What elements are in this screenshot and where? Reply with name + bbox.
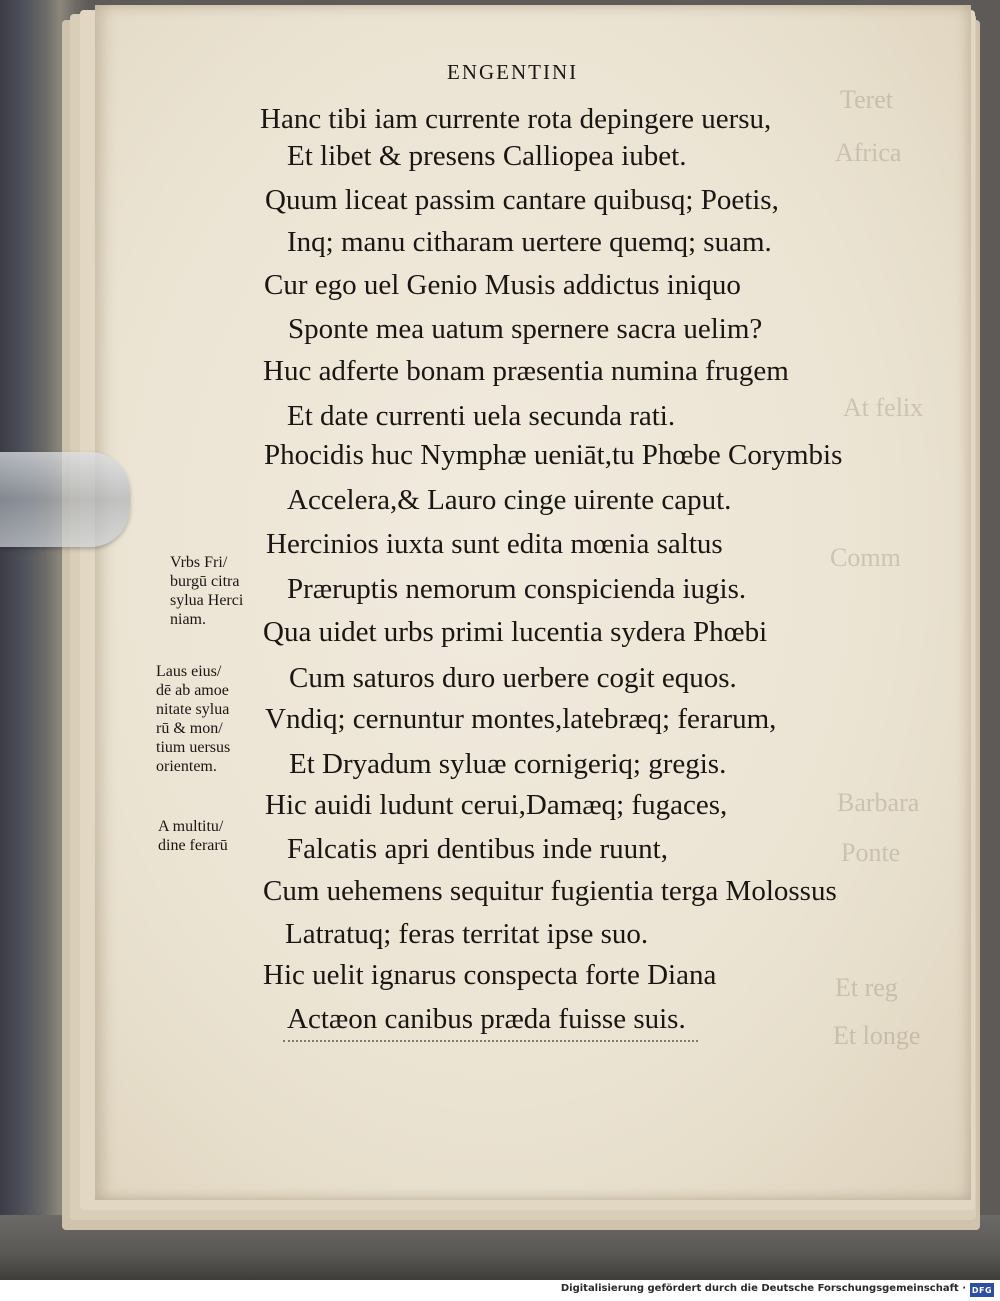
- verse-line: Actæon canibus præda fuisse suis.: [287, 1003, 686, 1035]
- verse-line: Phocidis huc Nymphæ ueniāt,tu Phœbe Corymbis: [264, 439, 843, 471]
- margin-note-line: dine ferarū: [158, 837, 228, 854]
- running-head: ENGENTINI: [447, 60, 579, 84]
- printed-rule: [283, 1040, 698, 1042]
- bleed-through: Africa: [835, 138, 902, 167]
- verse-line: Cum uehemens sequitur fugientia terga Molossus: [263, 875, 837, 907]
- verse-line: Præruptis nemorum conspicienda iugis.: [287, 573, 747, 605]
- margin-note-line: tium uersus: [156, 739, 231, 756]
- verse-line: Et libet & presens Calliopea iubet.: [287, 140, 687, 172]
- verse-line: Hanc tibi iam currente rota depingere uersu,: [260, 103, 772, 135]
- margin-note-line: burgū citra: [170, 573, 240, 590]
- verse-line: Falcatis apri dentibus inde ruunt,: [287, 833, 668, 865]
- verse-line: Latratuq; feras territat ipse suo.: [285, 918, 649, 950]
- verse-line: Vndiq; cernuntur montes,latebræq; ferarum,: [265, 703, 777, 735]
- verse-line: Qua uidet urbs primi lucentia sydera Phœbi: [263, 616, 768, 648]
- footer-bar: [0, 1280, 1000, 1301]
- margin-note-line: niam.: [170, 611, 206, 628]
- verse-line: Huc adferte bonam præsentia numina frugem: [263, 355, 789, 387]
- verse-line: Hic auidi ludunt cerui,Damæq; fugaces,: [265, 789, 728, 821]
- margin-note: [156, 662, 230, 776]
- verse-line: Quum liceat passim cantare quibusq; Poetis,: [265, 184, 779, 216]
- margin-note-line: nitate sylua: [156, 701, 230, 718]
- margin-note-line: orientem.: [156, 758, 217, 775]
- dfg-logo: DFG: [970, 1283, 994, 1297]
- bleed-through: At felix: [843, 393, 924, 422]
- verse-line: Et Dryadum syluæ cornigeriq; gregis.: [289, 748, 727, 780]
- margin-note-line: dē ab amoe: [156, 682, 229, 699]
- verse-line: Hic uelit ignarus conspecta forte Diana: [263, 959, 717, 991]
- margin-note-line: sylua Herci: [170, 592, 244, 609]
- page-clip: [0, 452, 130, 547]
- verse-line: Cur ego uel Genio Musis addictus iniquo: [264, 269, 741, 301]
- bleed-through: Et reg: [835, 973, 898, 1002]
- bleed-through: Teret: [840, 85, 894, 114]
- bleed-through: Et longe: [833, 1021, 921, 1050]
- verse-line: Inq; manu citharam uertere quemq; suam.: [287, 226, 772, 258]
- verse-line: Cum saturos duro uerbere cogit equos.: [289, 662, 737, 694]
- margin-note: [170, 553, 243, 629]
- verse-line: Sponte mea uatum spernere sacra uelim?: [288, 313, 763, 345]
- verse-line: Accelera,& Lauro cinge uirente caput.: [287, 484, 732, 516]
- margin-note-line: rū & mon/: [156, 720, 223, 737]
- verse-line: Hercinios iuxta sunt edita mœnia saltus: [266, 528, 723, 560]
- bleed-through: Comm: [830, 543, 901, 572]
- bleed-through: Barbara: [837, 788, 920, 817]
- margin-note-line: Vrbs Fri/: [170, 554, 228, 571]
- margin-note-line: Laus eius/: [156, 663, 222, 680]
- margin-note: [158, 817, 228, 855]
- bleed-through: Ponte: [841, 838, 901, 867]
- verse-line: Et date currenti uela secunda rati.: [287, 400, 676, 432]
- digitization-credit: Digitalisierung gefördert durch die Deutsche Forschungsgemeinschaft ·: [560, 1283, 966, 1294]
- margin-note-line: A multitu/: [158, 818, 224, 835]
